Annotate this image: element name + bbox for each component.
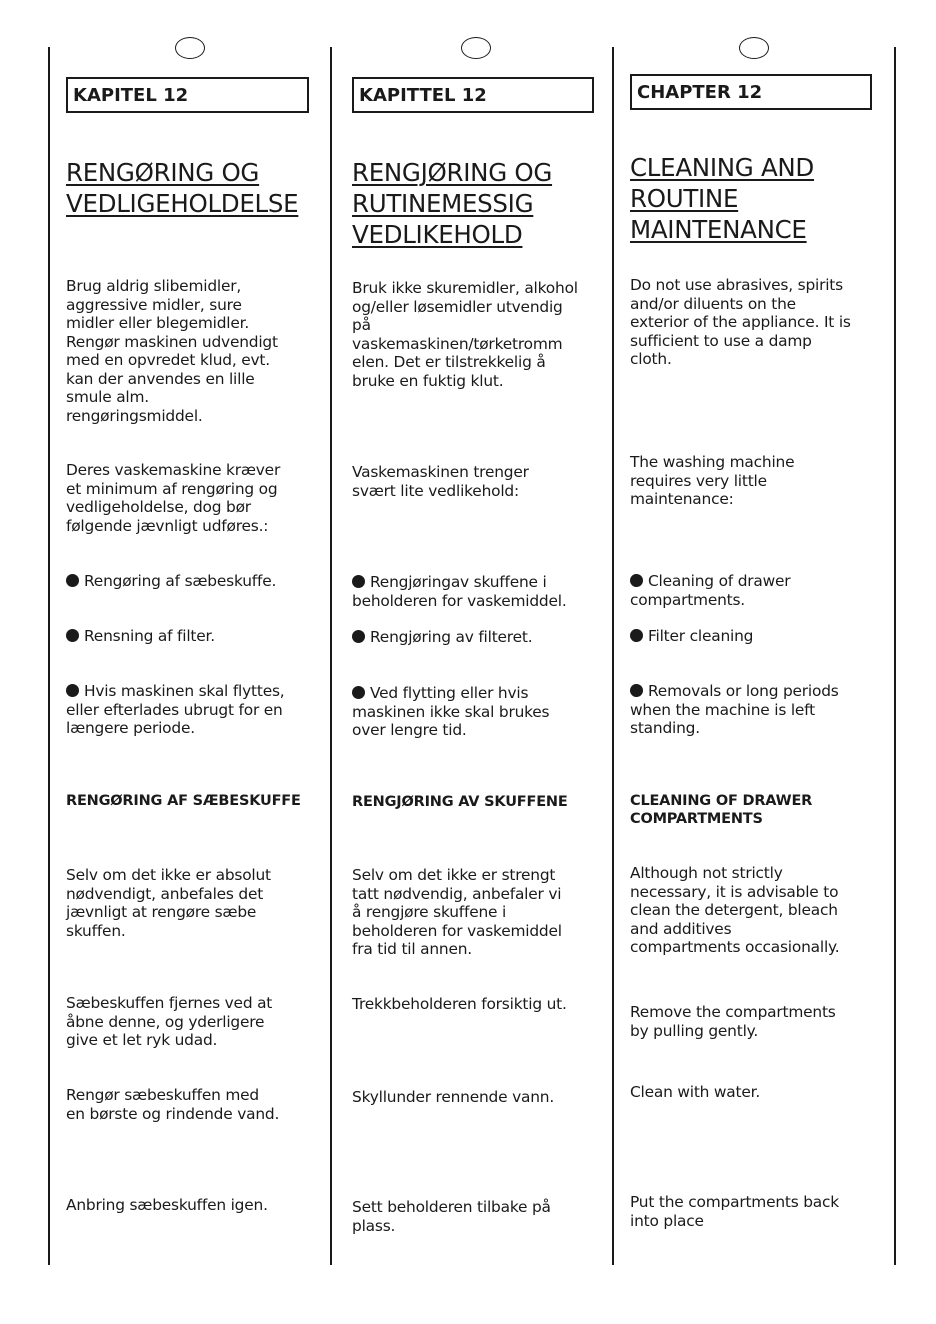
remove-instruction: Trekkbeholderen forsiktig ut.	[352, 995, 567, 1013]
bullet-icon	[66, 684, 79, 697]
intro-paragraph: Brug aldrig slibemidler, aggressive midler, sure midler eller blegemidler. Rengør maskinen udvendigt med en opvredet klud, evt. kan der anvendes en lille smule alm. rengøringsmiddel.	[66, 277, 278, 425]
advice-paragraph: Selv om det ikke er strengt tatt nødvendig, anbefaler vi å rengjøre skuffene i beholderen for vaskemiddel fra tid til annen.	[352, 866, 562, 958]
replace-instruction: Sett beholderen tilbake på plass.	[352, 1198, 551, 1235]
clean-instruction: Skyllunder rennende vann.	[352, 1088, 555, 1106]
subsection-heading: RENGJØRING AV SKUFFENE	[352, 794, 568, 810]
bullet-item: Rensning af filter.	[66, 627, 215, 646]
bullet-item: Hvis maskinen skal flyttes, eller efterlades ubrugt for en længere periode.	[66, 682, 285, 737]
clean-instruction: Rengør sæbeskuffen med en børste og rindende vand.	[66, 1086, 280, 1123]
maintenance-paragraph: Deres vaskemaskine kræver et minimum af rengøring og vedligeholdelse, dog bør følgende jævnligt udføres.:	[66, 461, 281, 535]
bullet-icon	[352, 630, 365, 643]
section-title: CLEANING AND ROUTINE MAINTENANCE	[630, 153, 815, 244]
section-title: RENGJØRING OG RUTINEMESSIG VEDLIKEHOLD	[352, 158, 553, 249]
column-norwegian	[352, 0, 602, 1324]
bullet-item: Removals or long periods when the machine is left standing.	[630, 682, 839, 737]
bullet-icon	[352, 686, 365, 699]
section-title: RENGØRING OG VEDLIGEHOLDELSE	[66, 158, 299, 218]
maintenance-paragraph: The washing machine requires very little maintenance:	[630, 453, 795, 508]
subsection-heading: RENGØRING AF SÆBESKUFFE	[66, 793, 301, 809]
bullet-icon	[630, 629, 643, 642]
bullet-icon	[630, 574, 643, 587]
intro-paragraph: Do not use abrasives, spirits and/or diluents on the exterior of the appliance. It is sufficient to use a damp cloth.	[630, 276, 851, 368]
bullet-icon	[352, 575, 365, 588]
intro-paragraph: Bruk ikke skuremidler, alkohol og/eller løsemidler utvendig på vaskemaskinen/tørketromm elen. Det er tilstrekkelig å bruke en fuktig klut.	[352, 279, 578, 390]
chapter-heading: CHAPTER 12	[630, 74, 872, 110]
column-divider-left	[48, 47, 50, 1265]
remove-instruction: Remove the compartments by pulling gently.	[630, 1003, 836, 1040]
replace-instruction: Put the compartments back into place	[630, 1193, 840, 1230]
column-divider-right	[894, 47, 896, 1265]
maintenance-paragraph: Vaskemaskinen trenger svært lite vedlikehold:	[352, 463, 529, 500]
column-divider-middle-left	[330, 47, 332, 1265]
bullet-item: Rengøring af sæbeskuffe.	[66, 572, 276, 591]
bullet-item: Ved flytting eller hvis maskinen ikke skal brukes over lengre tid.	[352, 684, 550, 739]
advice-paragraph: Selv om det ikke er absolut nødvendigt, anbefales det jævnligt at rengøre sæbe skuffen.	[66, 866, 271, 940]
bullet-item: Filter cleaning	[630, 627, 753, 646]
bullet-icon	[66, 629, 79, 642]
clean-instruction: Clean with water.	[630, 1083, 761, 1101]
column-danish	[66, 0, 316, 1324]
column-english	[630, 0, 882, 1324]
advice-paragraph: Although not strictly necessary, it is advisable to clean the detergent, bleach and additives compartments occasionally.	[630, 864, 840, 956]
subsection-heading: CLEANING OF DRAWER COMPARTMENTS	[630, 793, 813, 827]
column-divider-middle-right	[612, 47, 614, 1265]
bullet-item: Rengjøring av filteret.	[352, 628, 532, 647]
chapter-heading: KAPITTEL 12	[352, 77, 594, 113]
bullet-item: Cleaning of drawer compartments.	[630, 572, 791, 609]
bullet-icon	[630, 684, 643, 697]
replace-instruction: Anbring sæbeskuffen igen.	[66, 1196, 268, 1214]
chapter-heading: KAPITEL 12	[66, 77, 309, 113]
bullet-icon	[66, 574, 79, 587]
bullet-item: Rengjøringav skuffene i beholderen for vaskemiddel.	[352, 573, 567, 610]
remove-instruction: Sæbeskuffen fjernes ved at åbne denne, og yderligere give et let ryk udad.	[66, 994, 273, 1049]
